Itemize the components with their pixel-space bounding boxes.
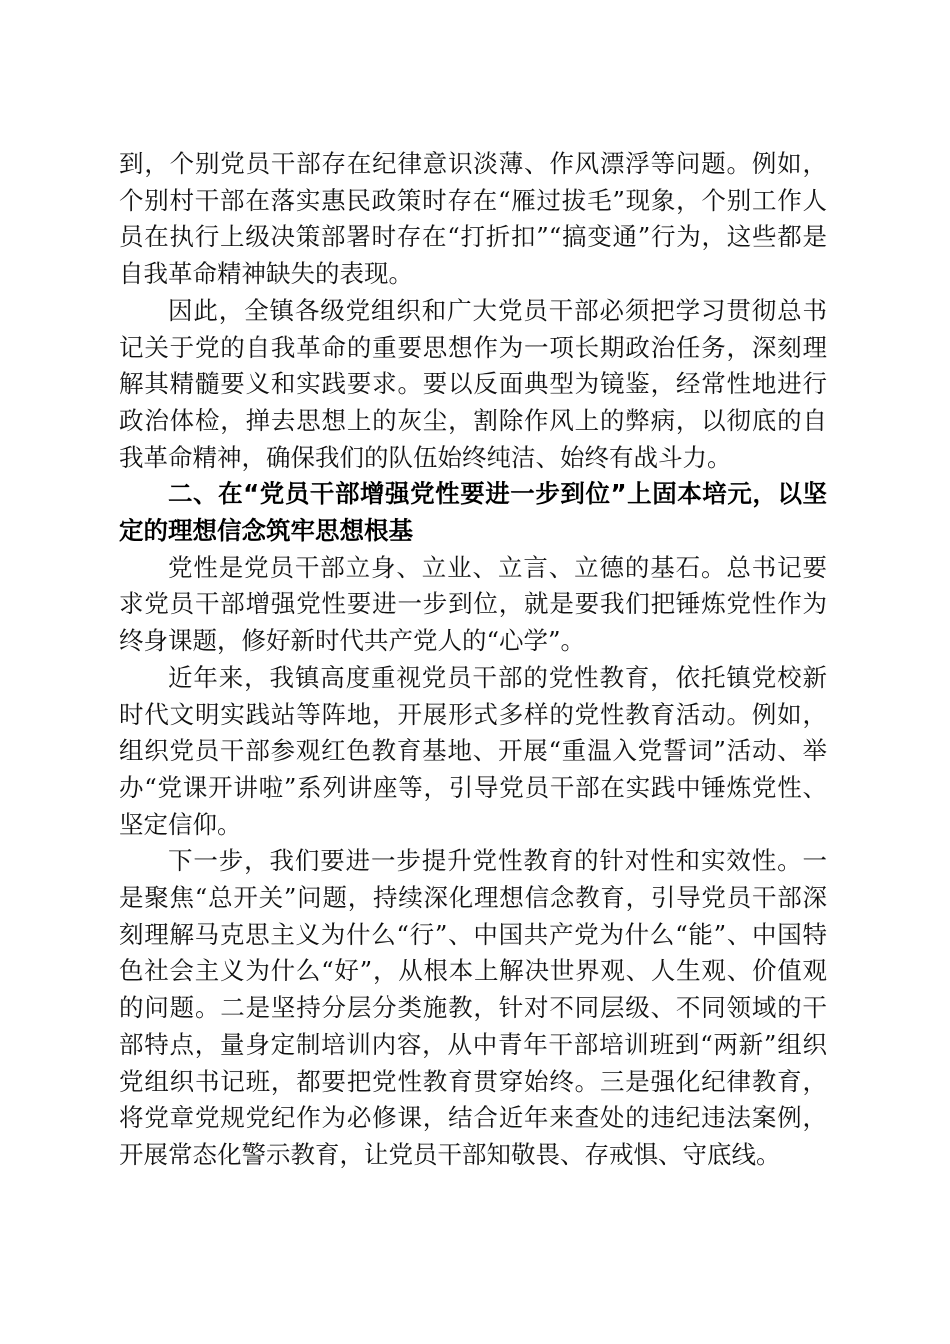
paragraph-therefore: 因此，全镇各级党组织和广大党员干部必须把学习贯彻总书记关于党的自我革命的重要思想作为一项长期政治任务，深刻理解其精髓要义和实践要求。要以反面典型为镜鉴，经常性地进行政治体检，掸去思想上的灰尘，割除作风上的弊病，以彻底的自我革命精神，确保我们的队伍始终纯洁、始终有战斗力。 — [119, 295, 827, 472]
paragraph-next-step: 下一步，我们要进一步提升党性教育的针对性和实效性。一是聚焦“总开关”问题，持续深化理想信念教育，引导党员干部深刻理解马克思主义为什么“行”、中国共产党为什么“能”、中国特色社会主义为什么“好”，从根本上解决世界观、人生观、价值观的问题。二是坚持分层分类施教，针对不同层级、不同领域的干部特点，量身定制培训内容，从中青年干部培训班到“两新”组织党组织书记班，都要把党性教育贯穿始终。三是强化纪律教育，将党章党规党纪作为必修课，结合近年来查处的违纪违法案例，开展常态化警示教育，让党员干部知敬畏、存戒惧、守底线。 — [119, 846, 827, 1169]
document-page — [119, 146, 827, 1174]
paragraph-continuation: 到，个别党员干部存在纪律意识淡薄、作风漂浮等问题。例如，个别村干部在落实惠民政策时存在“雁过拔毛”现象，个别工作人员在执行上级决策部署时存在“打折扣”“搞变通”行为，这些都是自我革命精神缺失的表现。 — [119, 149, 827, 289]
section-heading-two: 二、在“党员干部增强党性要进一步到位”上固本培元，以坚定的理想信念筑牢思想根基 — [119, 479, 827, 546]
paragraph-recent-years: 近年来，我镇高度重视党员干部的党性教育，依托镇党校新时代文明实践站等阵地，开展形式多样的党性教育活动。例如，组织党员干部参观红色教育基地、开展“重温入党誓词”活动、举办“党课开讲啦”系列讲座等，引导党员干部在实践中锤炼党性、坚定信仰。 — [119, 662, 827, 839]
paragraph-party-spirit: 党性是党员干部立身、立业、立言、立德的基石。总书记要求党员干部增强党性要进一步到位，就是要我们把锤炼党性作为终身课题，修好新时代共产党人的“心学”。 — [119, 552, 827, 656]
